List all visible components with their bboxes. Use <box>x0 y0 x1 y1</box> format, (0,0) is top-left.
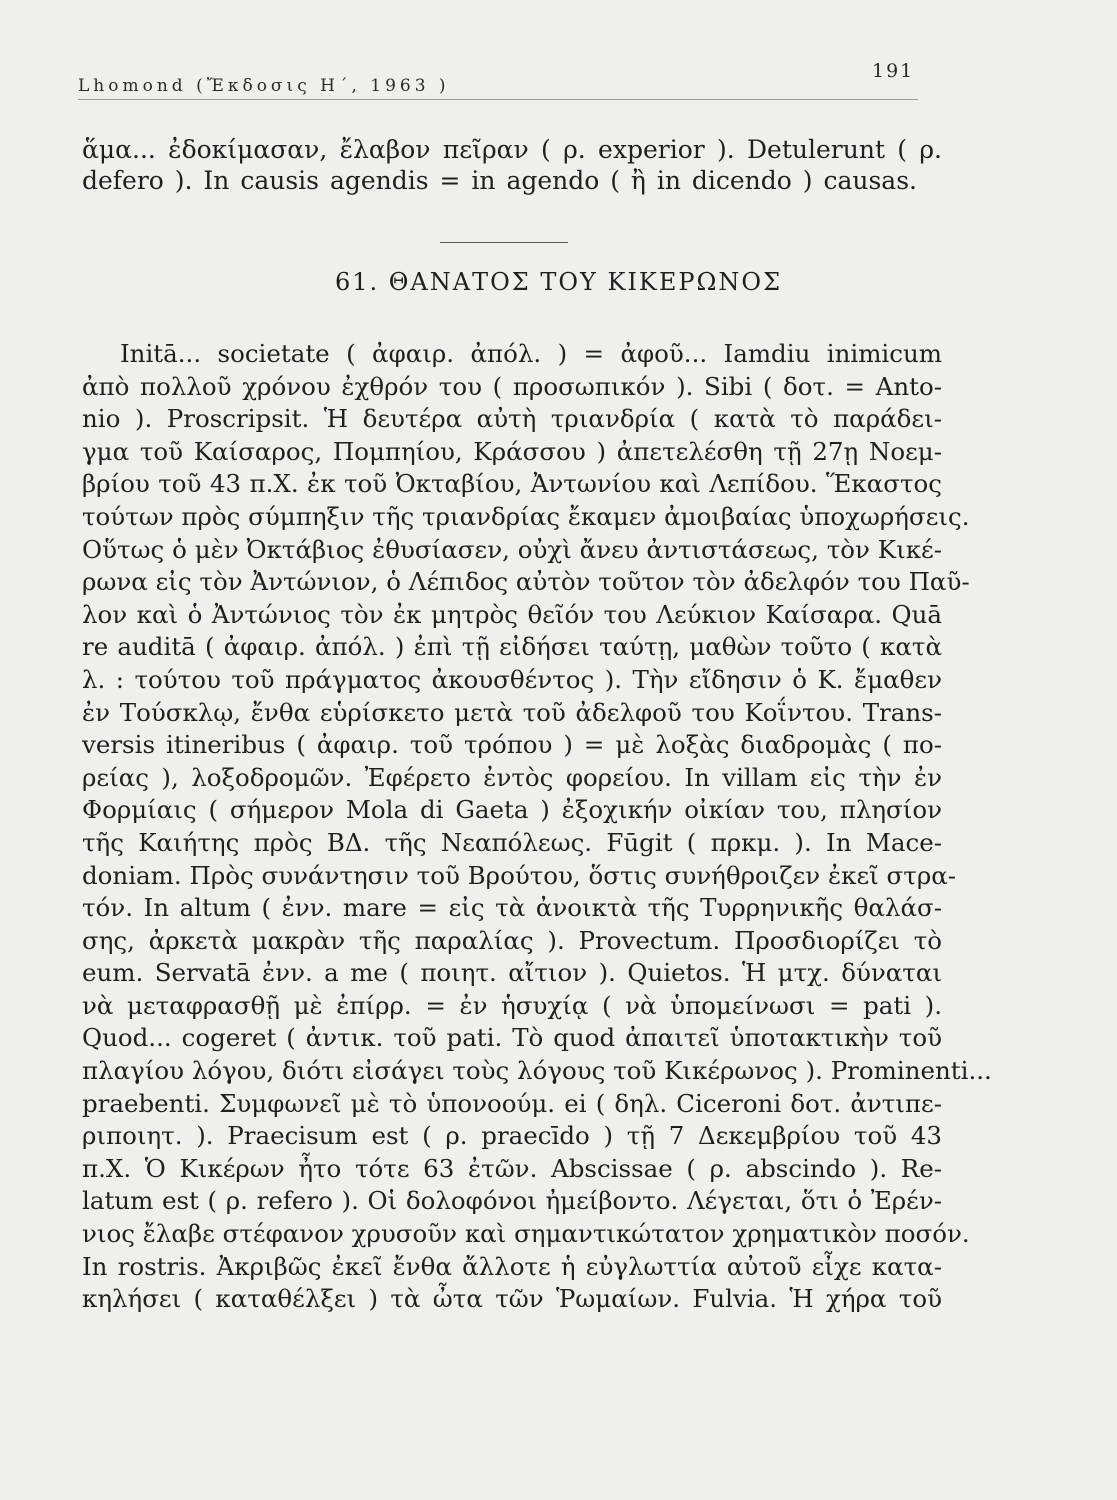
commentary-line: πλαγίου λόγου, διότι εἰσάγει τοὺς λόγους τοῦ Κικέρωνος ). Prominenti... <box>82 1056 992 1086</box>
commentary-line: ριποιητ. ). Praecisum est ( ρ. praecīdo ) τῇ 7 Δεκεμβρίου τοῦ 43 <box>82 1121 942 1151</box>
previous-section-note <box>82 134 942 196</box>
commentary-line: eum. Servatā ἐνν. a me ( ποιητ. αἴτιον ). Quietos. Ἡ μτχ. δύναται <box>82 958 942 988</box>
commentary-line: νὰ μεταφρασθῇ μὲ ἐπίρρ. = ἐν ἡσυχίᾳ ( νὰ ὑπομείνωσι = pati ). <box>82 990 942 1020</box>
commentary-line: latum est ( ρ. refero ). Οἱ δολοφόνοι ἠμείβοντο. Λέγεται, ὅτι ὁ Ἐρέν- <box>82 1186 942 1216</box>
section-title: 61. ΘΑΝΑΤΟΣ ΤΟΥ ΚΙΚΕΡΩΝΟΣ <box>334 268 783 296</box>
commentary-line: re auditā ( ἀφαιρ. ἀπόλ. ) ἐπὶ τῇ εἰδήσει ταύτῃ, μαθὼν τοῦτο ( κατὰ <box>82 632 942 662</box>
commentary-line: ἐν Τούσκλῳ, ἔνθα εὑρίσκετο μετὰ τοῦ ἀδελφοῦ του Κοΐντου. Trans- <box>82 697 942 727</box>
commentary-line: ρείας ), λοξοδρομῶν. Ἐφέρετο ἐντὸς φορείου. In villam εἰς τὴν ἐν <box>82 762 942 792</box>
commentary-line: doniam. Πρὸς συνάντησιν τοῦ Βρούτου, ὅστις συνήθροιζεν ἐκεῖ στρα- <box>82 860 957 890</box>
commentary-line: τόν. In altum ( ἐνν. mare = εἰς τὰ ἀνοικτὰ τῆς Τυρρηνικῆς θαλάσ- <box>82 893 942 923</box>
running-head: Lhomond (Ἔκδοσις Η΄, 1963 ) <box>78 76 450 96</box>
commentary-line: σης, ἀρκετὰ μακρὰν τῆς παραλίας ). Provectum. Προσδιορίζει τὸ <box>82 925 942 955</box>
commentary-line: λ. : τούτου τοῦ πράγματος ἀκουσθέντος ). Τὴν εἴδησιν ὁ Κ. ἔμαθεν <box>82 664 942 694</box>
commentary-line: νιος ἔλαβε στέφανον χρυσοῦν καὶ σημαντικώτατον χρηματικὸν ποσόν. <box>82 1219 970 1249</box>
header-rule <box>78 99 918 100</box>
commentary-line: Οὕτως ὁ μὲν Ὀκτάβιος ἐθυσίασεν, οὐχὶ ἄνευ ἀντιστάσεως, τὸν Κικέ- <box>82 534 942 564</box>
commentary-line: λον καὶ ὁ Ἀντώνιος τὸν ἐκ μητρὸς θεῖόν του Λεύκιον Καίσαρα. Quā <box>82 599 942 629</box>
commentary-line: praebenti. Συμφωνεῖ μὲ τὸ ὑπονοούμ. ei ( δηλ. Ciceroni δοτ. ἀντιπε- <box>82 1088 942 1118</box>
note-line: defero ). In causis agendis = in agendo ( ἢ in dicendo ) causas. <box>82 166 917 195</box>
commentary-line: nio ). Proscripsit. Ἡ δευτέρα αὐτὴ τριανδρία ( κατὰ τὸ παράδει- <box>82 404 942 434</box>
commentary-line: τῆς Καιήτης πρὸς ΒΔ. τῆς Νεαπόλεως. Fūgit ( πρκμ. ). In Mace- <box>82 827 942 857</box>
page-number: 191 <box>872 60 915 82</box>
commentary-line: τούτων πρὸς σύμπηξιν τῆς τριανδρίας ἔκαμεν ἀμοιβαίας ὑποχωρήσεις. <box>82 501 970 531</box>
commentary-line: Quod... cogeret ( ἀντικ. τοῦ pati. Τὸ quod ἀπαιτεῖ ὑποτακτικὴν τοῦ <box>82 1023 942 1053</box>
section-separator <box>440 242 568 243</box>
note-line: ἅμα... ἐδοκίμασαν, ἔλαβον πεῖραν ( ρ. experior ). Detulerunt ( ρ. <box>82 135 942 164</box>
commentary-line: versis itineribus ( ἀφαιρ. τοῦ τρόπου ) = μὲ λοξὰς διαδρομὰς ( πο- <box>82 730 942 760</box>
commentary-line: ἀπὸ πολλοῦ χρόνου ἐχθρόν του ( προσωπικόν ). Sibi ( δοτ. = Anto- <box>82 371 942 401</box>
commentary-line: ρωνα εἰς τὸν Ἀντώνιον, ὁ Λέπιδος αὐτὸν τοῦτον τὸν ἀδελφόν του Παῦ- <box>82 567 970 597</box>
commentary-line: κηλήσει ( καταθέλξει ) τὰ ὦτα τῶν Ῥωμαίων. Fulvia. Ἡ χήρα τοῦ <box>82 1284 942 1314</box>
commentary-text <box>82 338 992 1316</box>
commentary-line: In rostris. Ἀκριβῶς ἐκεῖ ἔνθα ἄλλοτε ἡ εὐγλωττία αὐτοῦ εἶχε κατα- <box>82 1251 942 1281</box>
commentary-line: Initā... societate ( ἀφαιρ. ἀπόλ. ) = ἀφοῦ... Iamdiu inimicum <box>120 339 942 368</box>
commentary-line: βρίου τοῦ 43 π.Χ. ἐκ τοῦ Ὀκταβίου, Ἀντωνίου καὶ Λεπίδου. Ἕκαστος <box>82 469 942 499</box>
commentary-line: γμα τοῦ Καίσαρος, Πομπηίου, Κράσσου ) ἀπετελέσθη τῇ 27ῃ Νοεμ- <box>82 436 942 466</box>
commentary-line: Φορμίαις ( σήμερον Mola di Gaeta ) ἐξοχικήν οἰκίαν του, πλησίον <box>82 795 942 825</box>
commentary-line: π.Χ. Ὁ Κικέρων ἦτο τότε 63 ἐτῶν. Abscissae ( ρ. abscindo ). Re- <box>82 1153 942 1183</box>
